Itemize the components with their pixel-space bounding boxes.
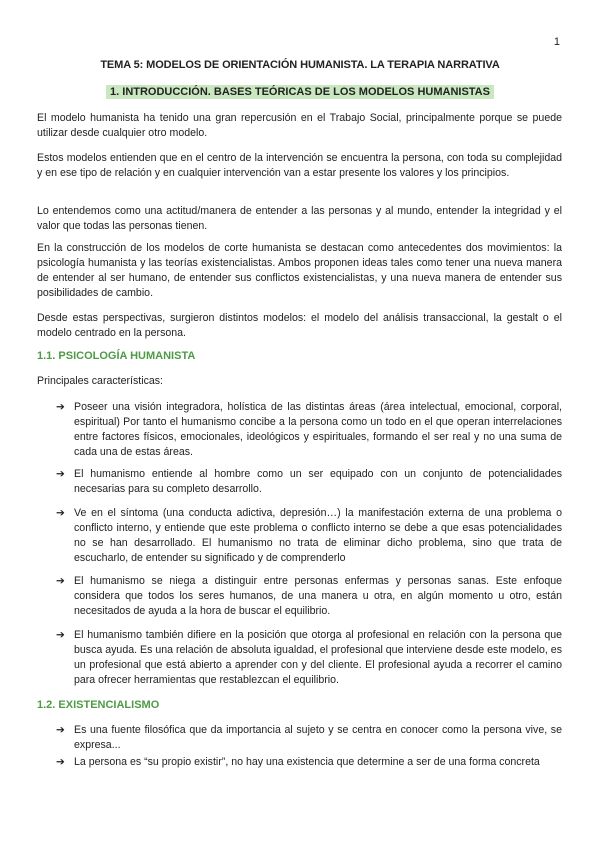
arrow-icon: ➔ [56,756,65,768]
arrow-icon: ➔ [56,724,65,736]
list-item: ➔ Ve en el síntoma (una conducta adictiva, depresión…) la manifestación externa de una problema o conflicto interno, y entiende que este problema o conflicto interno se debe a que esas potencialidades no se han desarrollado. El humanismo no trata de eliminar dicho problema, sino que trata de escucharlo, de entender su significado y de comprenderlo [56,507,562,564]
arrow-icon: ➔ [56,401,65,413]
list-item: ➔ Es una fuente filosófica que da importancia al sujeto y se centra en conocer como la persona vive, se expresa... [56,724,562,751]
document-title: TEMA 5: MODELOS DE ORIENTACIÓN HUMANISTA. LA TERAPIA NARRATIVA [100,59,500,71]
arrow-icon: ➔ [56,468,65,480]
intro-paragraph-1: El modelo humanista ha tenido una gran repercusión en el Trabajo Social, principalmente porque se puede utilizar desde cualquier otro modelo. [37,112,562,139]
list-item: ➔ El humanismo también difiere en la posición que otorga al profesional en relación con la persona que busca ayuda. Es una relación de absoluta igualdad, el profesional que interviene desde este modelo, es un profesional que está abierto a aprender con y del cliente. El profesional ayuda a recorrer el camino para ofrecer herramientas que restablezcan el equilibrio. [56,629,562,686]
page-number: 1 [553,36,560,48]
intro-paragraph-2: Estos modelos entienden que en el centro de la intervención se encuentra la persona, con toda su complejidad y en ese tipo de relación y en cualquier intervención van a estar presente los valores y los principios. [37,152,562,179]
intro-paragraph-4: En la construcción de los modelos de corte humanista se destacan como antecedentes dos movimientos: la psicología humanista y las teorías existencialistas. Ambos proponen ideas tales como tener una nueva manera de entender al ser humano, de entender sus conflictos existencialistas, y una nueva manera de entender sus posibilidades de cambio. [37,242,562,299]
section1-heading: 1. INTRODUCCIÓN. BASES TEÓRICAS DE LOS MODELOS HUMANISTAS [106,85,494,99]
intro-paragraph-3: Lo entendemos como una actitud/manera de entender a las personas y al mundo, entender la integridad y el valor que todas las personas tienen. [37,205,562,232]
list-item: ➔ El humanismo se niega a distinguir entre personas enfermas y personas sanas. Este enfoque considera que todos los seres humanos, de una manera u otra, en algún momento u otro, están necesitados de ayuda a la hora de buscar el equilibrio. [56,575,562,617]
section11-intro: Principales características: [37,375,163,387]
section12-heading: 1.2. EXISTENCIALISMO [37,699,160,711]
intro-paragraph-5: Desde estas perspectivas, surgieron distintos modelos: el modelo del análisis transaccional, la gestalt o el modelo centrado en la persona. [37,312,562,339]
list-item: ➔ Poseer una visión integradora, holística de las distintas áreas (área intelectual, emocional, corporal, espiritual) Por tanto el humanismo concibe a la persona como un todo en el que operan interrelaciones entre factores físicos, emocionales, ideológicos y espirituales, formando el ser real y no una suma de cada una de estas áreas. [56,401,562,458]
section11-heading: 1.1. PSICOLOGÍA HUMANISTA [37,350,196,362]
list-item: ➔ El humanismo entiende al hombre como un ser equipado con un conjunto de potencialidades necesarias para su completo desarrollo. [56,468,562,495]
list-item: ➔ La persona es “su propio existir”, no hay una existencia que determine a ser de una forma concreta [56,756,540,768]
arrow-icon: ➔ [56,507,65,519]
arrow-icon: ➔ [56,629,65,641]
section1-heading-wrap [0,82,600,100]
arrow-icon: ➔ [56,575,65,587]
